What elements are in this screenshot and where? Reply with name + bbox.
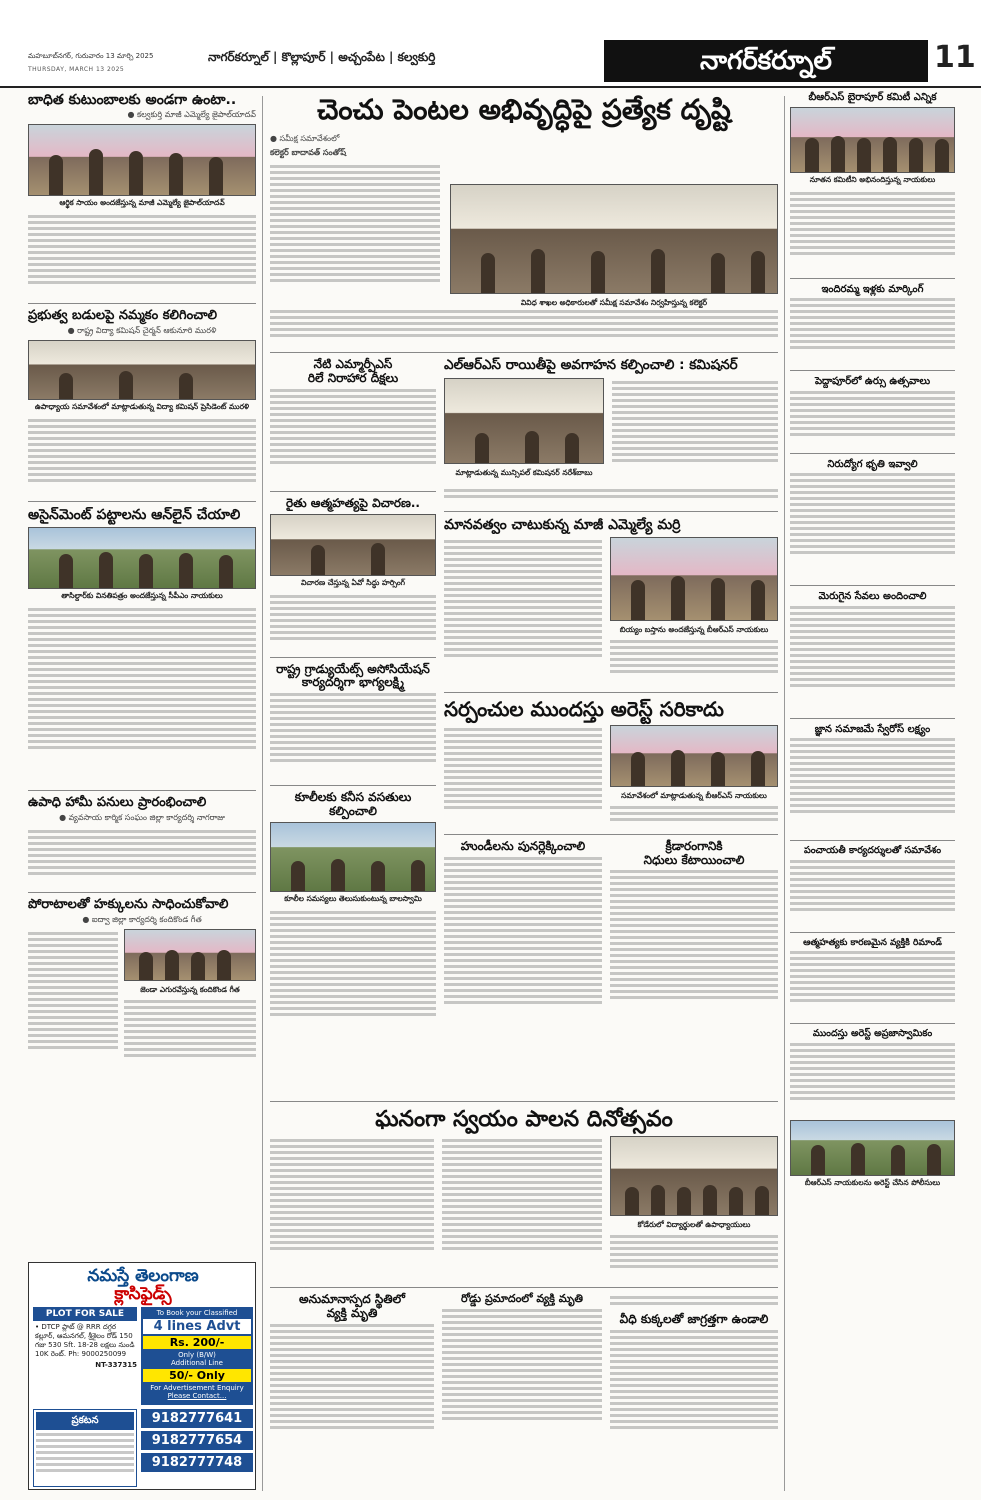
photo-caption: ఉపాధ్యాయ సమావేశంలో మాట్లాడుతున్న విద్యా కమిషన్ ప్రెసిడెంట్ మురళి bbox=[34, 402, 250, 412]
article-headline: అసైన్‌మెంట్ పట్టాలను ఆన్‌లైన్ చేయాలి bbox=[28, 507, 241, 524]
article-headline: బీఆర్‌ఎస్ బైరాపూర్ కమిటీ ఎన్నిక bbox=[808, 92, 937, 103]
article-body bbox=[790, 857, 955, 927]
news-photo bbox=[790, 107, 955, 173]
photo-caption: ఆర్థిక సాయం అందజేస్తున్న మాజీ ఎమ్మెల్యే జైపాల్‌యాదవ్ bbox=[59, 198, 225, 208]
article-body bbox=[28, 416, 256, 496]
article-headline: ఉపాధి హామీ పనులు ప్రారంభించాలి bbox=[28, 795, 207, 811]
photo-caption: నూతన కమిటీని అభినందిస్తున్న నాయకులు bbox=[809, 174, 936, 184]
date-line: మహబూబ్‌నగర్, గురువారం 13 మార్చి 2025 bbox=[28, 52, 154, 60]
photo-caption: విచారణ చేస్తున్న ఏవో సిద్ధు హర్సింగ్ bbox=[300, 577, 406, 587]
article-headline: రిలే నిరాహార దీక్షలు bbox=[307, 370, 399, 385]
article-headline: జ్ఞాన సమాజమే స్వేరోస్ లక్ష్యం bbox=[814, 723, 931, 735]
article-body bbox=[442, 1136, 602, 1282]
article-body bbox=[442, 1306, 602, 1456]
article-headline: మానవత్వం చాటుకున్న మాజీ ఎమ్మెల్యే మర్రి bbox=[444, 516, 681, 533]
photo-caption: బీఆర్‌ఎస్ నాయకులను అరెస్ట్ చేసిన పోలీసులు bbox=[804, 1178, 941, 1188]
news-photo bbox=[610, 725, 778, 787]
article-body bbox=[790, 948, 955, 1018]
news-photo bbox=[28, 340, 256, 400]
news-photo bbox=[124, 929, 256, 981]
article-body bbox=[28, 212, 256, 298]
photo-caption: జెండా ఎగురవేస్తున్న కందికొండ గీత bbox=[140, 985, 240, 994]
article-headline: సర్పంచుల ముందస్తు అరెస్ట్ సరికాదు bbox=[444, 696, 724, 721]
column-divider bbox=[784, 96, 785, 1491]
region-list: నాగర్‌కర్నూల్ | కొల్లాపూర్ | అచ్చంపేట | కల్వకుర్తి bbox=[208, 50, 436, 64]
article-body bbox=[270, 386, 436, 486]
article-headline: నేటి ఎమ్మార్పీఎస్ bbox=[313, 357, 393, 372]
article-body bbox=[790, 1040, 955, 1120]
photo-caption: బియ్యం బస్తాను అందజేస్తున్న బీఆర్‌ఎస్ నాయకులు bbox=[619, 624, 769, 634]
article-headline: ప్రభుత్వ బడులపై నమ్మకం కలిగించాలి bbox=[28, 308, 218, 324]
news-photo bbox=[270, 822, 436, 892]
article-headline: మెరుగైన సేవలు అందించాలి bbox=[818, 591, 927, 602]
news-photo bbox=[610, 1136, 778, 1216]
article-headline: ఎల్ఆర్ఎస్ రాయితీపై అవగాహన కల్పించాలి : కమిషనర్ bbox=[444, 357, 738, 374]
contact-phones bbox=[141, 1409, 253, 1475]
article-subhead: ● వ్యవసాయ కార్మిక సంఘం జిల్లా కార్యదర్శి నాగరాజు bbox=[59, 813, 225, 823]
news-photo bbox=[444, 378, 604, 464]
article-body bbox=[790, 470, 955, 580]
article-body bbox=[610, 1327, 778, 1457]
prakatana-notice: ప్రకటన bbox=[33, 1409, 137, 1487]
column-divider bbox=[262, 96, 263, 1491]
article-headline: హుండీలను పునర్లెక్కించాలి bbox=[460, 838, 586, 853]
article-headline: పెద్దాపూర్‌లో ఉర్సు ఉత్సవాలు bbox=[814, 376, 931, 387]
article-body bbox=[790, 603, 955, 713]
center-column: చెంచు పెంటల అభివృద్ధిపై ప్రత్యేక దృష్టి ● సమీక్ష సమావేశంలో కలెక్టర్ బాదావత్ సంతోష్ వివిధ శాఖల అధికారులతో సమీక్ష సమావేశం నిర్వహిస్తున్న కలెక్టర్ నేటి ఎమ్మార్పీఎస్ రిలే నిరాహార దీక్షలు రైతు ఆత్మహత్యపై విచారణ.. విచారణ చేస్తున్న ఏవో సిద్ధు హర్సింగ్ రాష్ట్ర గ్రాడ్యుయేట్స్ అసోసియేషన్ కార్యదర్శిగా భాగ్యలక్ష్మి కూలీలకు కనీస వసతులు కల్పించాలి కూలీల సమస్యలు తెలుసుకుంటున్న బాలస్వామి ఎల్ఆర్ఎస్ రాయితీపై అవగాహన కల్పించాలి : కమిషనర్ మాట్లాడుతున్న మున్సిపల్ కమిషనర్ నరేశ్‌బాబు మానవత్వం చాటుకున్న మాజీ ఎమ్మెల్యే మర్రి బియ్యం బస్తాను అందజేస్తున్న బీఆర్‌ఎస్ నాయకులు సర్పంచుల ముందస్తు అరెస్ట్ సరికాదు సమావేశంలో మాట్లాడుతున్న బీఆర్‌ఎస్ నాయకులు హుండీలను పునర్లెక్కించాలి క్రీడారంగానికి నిధులు కేటాయించాలి ఘనంగా స్వయం పాలన దినోత్సవం కోడేరులో విద్యార్థులతో ఉపాధ్యాయులు అనుమానాస్పద స్థితిలో వ్యక్తి మృతి రోడ్డు ప్రమాదంలో వ్యక్తి మృతి వీధి కుక్కలతో జాగ్రత్తగా ఉండాలి bbox=[270, 92, 778, 1465]
photo-caption: కోడేరులో విద్యార్థులతో ఉపాధ్యాయులు bbox=[637, 1220, 751, 1230]
article-body bbox=[444, 537, 602, 687]
article-headline: బాధిత కుటుంబాలకు అండగా ఉంటా.. bbox=[28, 92, 237, 108]
masthead bbox=[0, 0, 981, 88]
article-body bbox=[270, 1321, 434, 1459]
article-body bbox=[28, 605, 256, 785]
article-headline: కార్యదర్శిగా భాగ్యలక్ష్మి bbox=[301, 675, 405, 690]
article-body bbox=[270, 162, 440, 312]
article-headline: నిరుద్యోగ భృతి ఇవ్వాలి bbox=[827, 458, 918, 470]
phone-number: 9182777654 bbox=[141, 1431, 253, 1450]
booking-info: To Book your Classified 4 lines Advt Rs. 200/- Only (B/W) Additional Line 50/- Only For Advertisement Enquiry Please Contact... bbox=[141, 1307, 253, 1405]
article-body bbox=[790, 388, 955, 448]
page-number: 11 bbox=[934, 40, 976, 75]
edition-title: నాగర్‌కర్నూల్ bbox=[604, 40, 928, 82]
date-line-english: THURSDAY, MARCH 13 2025 bbox=[28, 66, 125, 73]
article-body bbox=[610, 867, 778, 1043]
article-headline: పంచాయతీ కార్యదర్శులతో సమావేశం bbox=[803, 845, 942, 856]
article-body bbox=[270, 908, 436, 1048]
photo-caption: వివిధ శాఖల అధికారులతో సమీక్ష సమావేశం నిర్వహిస్తున్న కలెక్టర్ bbox=[520, 298, 708, 308]
photo-caption: సమావేశంలో మాట్లాడుతున్న బీఆర్‌ఎస్ నాయకులు bbox=[621, 790, 767, 800]
article-headline: రోడ్డు ప్రమాదంలో వ్యక్తి మృతి bbox=[461, 1292, 583, 1306]
classifieds-title: నమస్తే తెలంగాణ క్లాసిఫైడ్స్ bbox=[33, 1267, 253, 1303]
article-headline: అనుమానాస్పద స్థితిలో bbox=[298, 1292, 406, 1307]
article-headline: రాష్ట్ర గ్రాడ్యుయేట్స్ అసోసియేషన్ bbox=[276, 661, 430, 676]
article-headline: రైతు ఆత్మహత్యపై విచారణ.. bbox=[286, 495, 420, 510]
article-body bbox=[790, 295, 955, 365]
article-headline: క్రీడారంగానికి bbox=[665, 838, 723, 853]
plot-for-sale-ad: PLOT FOR SALE • DTCP ప్లాట్ @ RRR దగ్గర కల్లూర్, ఆమనగల్, శ్రీశైలం రోడ్ 150 గజు 530 Sft. 18-28 లక్షలు నుండి 10K రెంట్. Ph: 9000250099 NT-337315 bbox=[35, 1309, 137, 1370]
article-headline: ఆత్మహత్యకు కారణమైన వ్యక్తికి రిమాండ్ bbox=[803, 937, 942, 948]
article-headline: నిధులు కేటాయించాలి bbox=[643, 852, 745, 867]
article-body bbox=[444, 854, 602, 1044]
article-body bbox=[270, 1136, 434, 1282]
article-headline: ఘనంగా స్వయం పాలన దినోత్సవం bbox=[375, 1107, 673, 1133]
article-headline: ఇందిరమ్మ ఇళ్లకు మార్కింగ్ bbox=[821, 283, 924, 295]
lead-headline: చెంచు పెంటల అభివృద్ధిపై ప్రత్యేక దృష్టి bbox=[317, 93, 731, 126]
article-headline: వీధి కుక్కలతో జాగ్రత్తగా ఉండాలి bbox=[619, 1312, 769, 1327]
news-photo bbox=[270, 514, 436, 576]
article-body bbox=[270, 690, 436, 780]
right-column bbox=[790, 92, 955, 1192]
article-body bbox=[612, 378, 778, 484]
article-headline: ముందస్తు అరెస్ట్ అప్రజాస్వామికం bbox=[812, 1028, 933, 1040]
photo-caption: మాట్లాడుతున్న మున్సిపల్ కమిషనర్ నరేశ్‌బాబు bbox=[455, 467, 593, 477]
article-body bbox=[270, 592, 436, 652]
article-headline: కూలీలకు కనీస వసతులు కల్పించాలి bbox=[294, 790, 412, 818]
left-column bbox=[28, 92, 256, 1079]
news-photo bbox=[450, 184, 778, 294]
photo-caption: కూలీల సమస్యలు తెలుసుకుంటున్న బాలస్వామి bbox=[284, 893, 422, 903]
article-subhead: ● కల్వకుర్తి మాజీ ఎమ్మెల్యే జైపాల్‌యాదవ్ bbox=[127, 110, 256, 120]
news-photo bbox=[610, 537, 778, 621]
article-subhead: ● రాష్ట్ర విద్యా కమిషన్ చైర్మన్ ఆకునూరి మురళి bbox=[67, 326, 217, 336]
article-body bbox=[444, 725, 602, 829]
article-body bbox=[28, 827, 256, 887]
article-body bbox=[28, 929, 118, 1079]
classifieds-advertisement bbox=[28, 1262, 256, 1490]
article-body bbox=[270, 307, 778, 347]
article-body bbox=[790, 735, 955, 835]
article-body bbox=[124, 997, 256, 1079]
news-photo bbox=[28, 124, 256, 196]
article-subhead: ● ఐద్వా జిల్లా కార్యదర్శి కందికొండ గీత bbox=[82, 915, 202, 924]
article-headline: పోరాటాలతో హక్కులను సాధించుకోవాలి bbox=[28, 897, 229, 913]
article-body bbox=[790, 189, 955, 273]
phone-number: 9182777641 bbox=[141, 1409, 253, 1428]
phone-number: 9182777748 bbox=[141, 1453, 253, 1472]
photo-caption: తాసిల్దార్‌కు వినతిపత్రం అందజేస్తున్న సీపీఎం నాయకులు bbox=[61, 591, 223, 601]
news-photo bbox=[28, 527, 256, 589]
article-headline: వ్యక్తి మృతి bbox=[326, 1306, 378, 1321]
news-photo bbox=[790, 1120, 955, 1176]
